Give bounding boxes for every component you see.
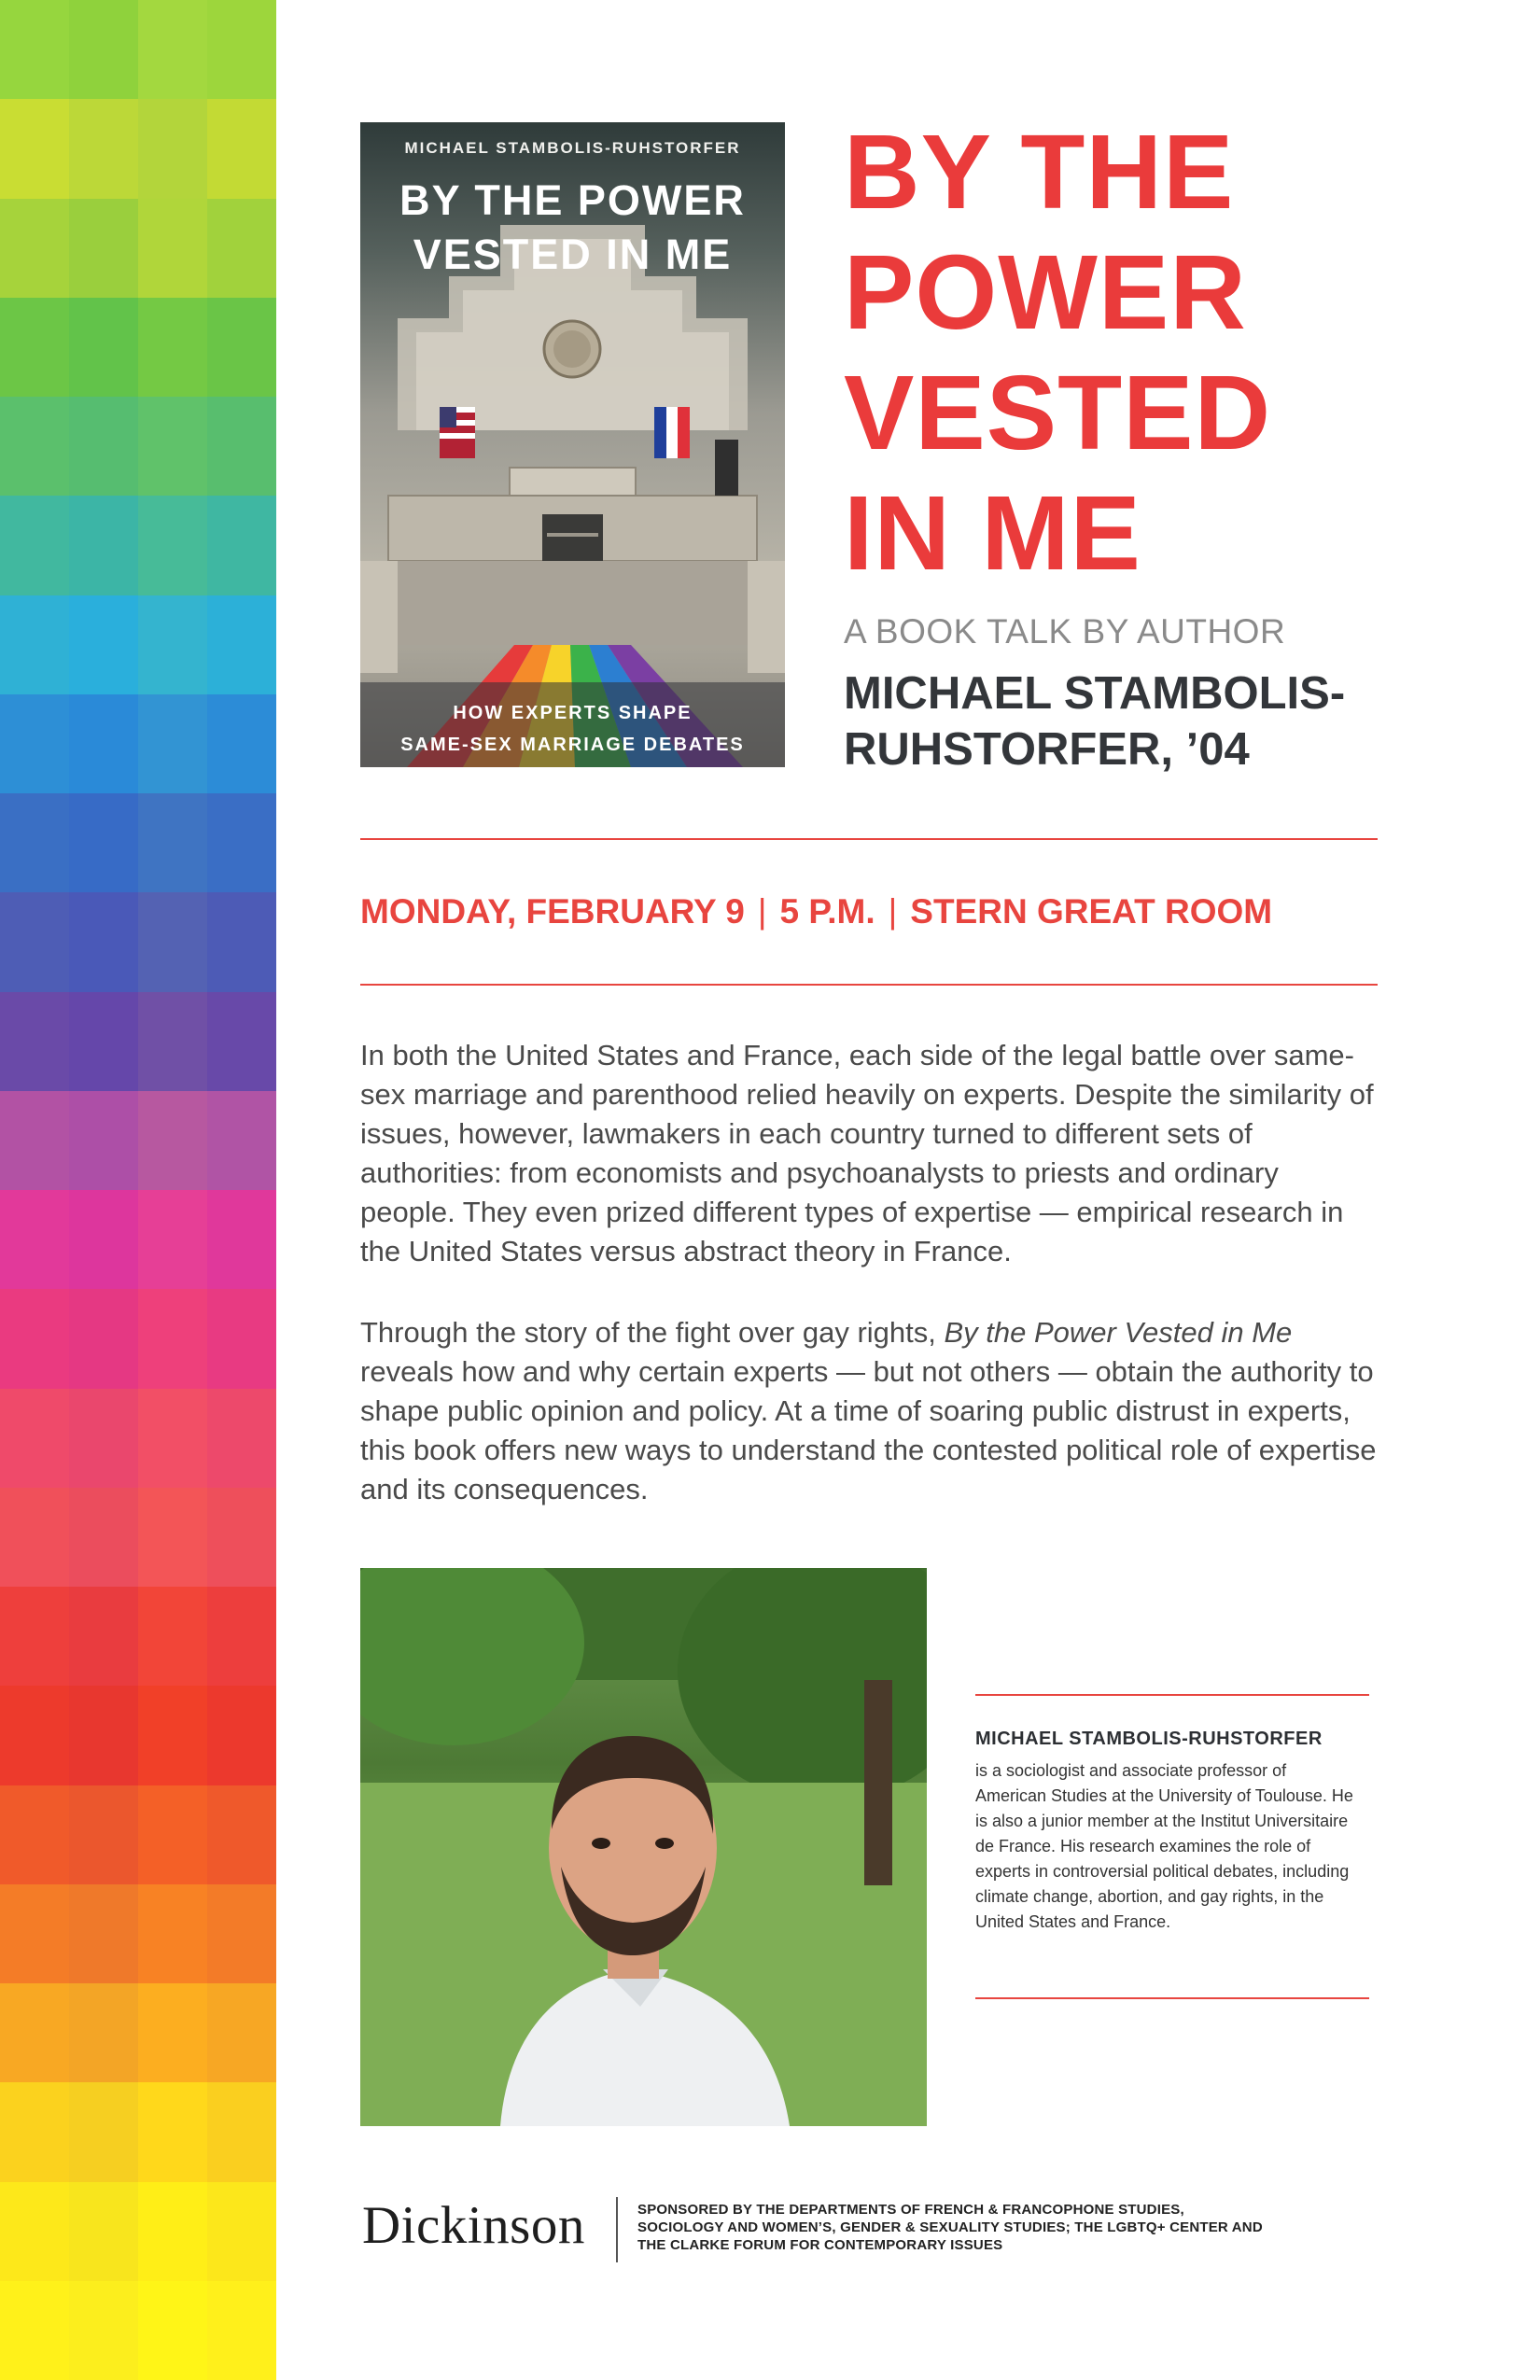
strip-row xyxy=(0,992,276,1091)
description-paragraph xyxy=(360,1313,1378,1509)
strip-cell xyxy=(138,2082,207,2181)
strip-cell xyxy=(138,397,207,496)
event-time: 5 P.M. xyxy=(779,892,875,931)
strip-cell xyxy=(69,892,138,991)
strip-cell xyxy=(0,1785,69,1884)
strip-cell xyxy=(69,99,138,198)
strip-cell xyxy=(207,1785,276,1884)
author-name xyxy=(844,665,1345,777)
event-headline xyxy=(844,112,1271,594)
strip-row xyxy=(0,1587,276,1686)
strip-cell xyxy=(0,2281,69,2380)
strip-row xyxy=(0,1091,276,1190)
event-date: MONDAY, FEBRUARY 9 xyxy=(360,892,745,931)
bio-name: MICHAEL STAMBOLIS-RUHSTORFER xyxy=(975,1729,1323,1749)
strip-cell xyxy=(138,1289,207,1388)
strip-row xyxy=(0,694,276,793)
strip-row xyxy=(0,1884,276,1983)
strip-cell xyxy=(138,0,207,99)
strip-cell xyxy=(207,1091,276,1190)
strip-row xyxy=(0,1488,276,1587)
headline-line: IN ME xyxy=(844,474,1141,592)
strip-cell xyxy=(207,992,276,1091)
top-divider xyxy=(360,838,1378,840)
strip-cell xyxy=(69,199,138,298)
strip-cell xyxy=(138,2182,207,2281)
strip-row xyxy=(0,1389,276,1488)
booktalk-label: A BOOK TALK BY AUTHOR xyxy=(844,612,1286,651)
strip-cell xyxy=(207,99,276,198)
strip-cell xyxy=(69,1190,138,1289)
strip-cell xyxy=(69,2281,138,2380)
author-name-line: MICHAEL STAMBOLIS- xyxy=(844,668,1346,719)
description-paragraph: In both the United States and France, each side of the legal battle over same-sex marriage and parenthood relied heavily on experts. Despite the similarity of issues, however, lawmakers in each country turned to different sets of authorities: from economists and psychoanalysts to priests and ordinary people. They even prized different types of expertise — empirical research in the United States versus abstract theory in France. xyxy=(360,1039,1374,1267)
strip-cell xyxy=(0,496,69,595)
author-portrait-illustration xyxy=(360,1568,927,2126)
paragraph-text: reveals how and why certain experts — but not others — obtain the authority to shape public opinion and policy. At a time of soaring public distrust in experts, this book offers new ways to understand the contested political role of expertise and its consequences. xyxy=(360,1355,1377,1505)
book-cover xyxy=(360,122,785,767)
strip-row xyxy=(0,595,276,694)
strip-cell xyxy=(69,298,138,397)
strip-cell xyxy=(0,298,69,397)
headline-line: POWER xyxy=(844,233,1247,351)
strip-cell xyxy=(138,992,207,1091)
strip-cell xyxy=(0,793,69,892)
strip-row xyxy=(0,793,276,892)
cover-title-line: BY THE POWER xyxy=(399,176,746,224)
bottom-divider xyxy=(360,984,1378,986)
strip-cell xyxy=(0,397,69,496)
strip-cell xyxy=(69,1091,138,1190)
bio-text: is a sociologist and associate professor of American Studies at the University of Toulouse. He is also a junior member at the Institut Universitaire de France. His research examines the role of experts in controversial political debates, including climate change, abortion, and gay rights, in the United States and France. xyxy=(975,1761,1353,1931)
strip-cell xyxy=(138,694,207,793)
strip-cell xyxy=(0,1389,69,1488)
strip-cell xyxy=(69,2082,138,2181)
strip-row xyxy=(0,1983,276,2082)
strip-cell xyxy=(69,1488,138,1587)
strip-cell xyxy=(69,595,138,694)
strip-cell xyxy=(69,0,138,99)
cover-subtitle-line: SAME-SEX MARRIAGE DEBATES xyxy=(400,735,745,755)
strip-row xyxy=(0,99,276,198)
strip-cell xyxy=(0,595,69,694)
strip-cell xyxy=(0,1289,69,1388)
strip-cell xyxy=(69,397,138,496)
headline-line: VESTED xyxy=(844,354,1272,471)
strip-row xyxy=(0,1686,276,1785)
strip-cell xyxy=(69,496,138,595)
strip-cell xyxy=(69,694,138,793)
strip-cell xyxy=(207,1686,276,1785)
strip-cell xyxy=(138,1091,207,1190)
strip-cell xyxy=(207,793,276,892)
strip-cell xyxy=(207,2182,276,2281)
strip-row xyxy=(0,892,276,991)
dickinson-logo: Dickinson xyxy=(362,2196,585,2255)
paragraph-text: Through the story of the fight over gay rights, xyxy=(360,1316,945,1349)
strip-cell xyxy=(207,892,276,991)
strip-cell xyxy=(138,1884,207,1983)
cover-title xyxy=(360,174,785,282)
strip-cell xyxy=(0,0,69,99)
rainbow-mosaic-strip xyxy=(0,0,276,2380)
strip-cell xyxy=(207,2281,276,2380)
bio-bottom-divider xyxy=(975,1997,1369,1999)
bio-top-divider xyxy=(975,1694,1369,1696)
strip-cell xyxy=(69,992,138,1091)
author-photo xyxy=(360,1568,927,2126)
strip-cell xyxy=(0,99,69,198)
strip-cell xyxy=(0,1983,69,2082)
strip-cell xyxy=(207,1488,276,1587)
event-location: STERN GREAT ROOM xyxy=(910,892,1273,931)
strip-cell xyxy=(207,1190,276,1289)
strip-cell xyxy=(0,2182,69,2281)
strip-cell xyxy=(138,1785,207,1884)
strip-cell xyxy=(69,1983,138,2082)
strip-row xyxy=(0,397,276,496)
strip-cell xyxy=(0,1686,69,1785)
strip-cell xyxy=(69,793,138,892)
strip-cell xyxy=(69,1785,138,1884)
strip-row xyxy=(0,2082,276,2181)
strip-cell xyxy=(138,99,207,198)
strip-row xyxy=(0,1785,276,1884)
sponsor-text: SPONSORED BY THE DEPARTMENTS OF FRENCH & FRANCOPHONE STUDIES, SOCIOLOGY AND WOMEN’S, GENDER & SEXUALITY STUDIES; THE LGBTQ+ CENTER AND THE CLARKE FORUM FOR CONTEMPORARY ISSUES xyxy=(637,2202,1263,2253)
strip-cell xyxy=(138,793,207,892)
strip-cell xyxy=(207,2082,276,2181)
strip-cell xyxy=(207,1289,276,1388)
strip-cell xyxy=(69,1686,138,1785)
strip-row xyxy=(0,1289,276,1388)
headline-line: BY THE xyxy=(844,113,1235,231)
strip-cell xyxy=(0,199,69,298)
strip-cell xyxy=(138,1587,207,1686)
strip-cell xyxy=(207,694,276,793)
strip-cell xyxy=(138,892,207,991)
separator: | xyxy=(888,892,898,931)
strip-cell xyxy=(0,992,69,1091)
strip-row xyxy=(0,496,276,595)
strip-cell xyxy=(207,1389,276,1488)
strip-cell xyxy=(0,1884,69,1983)
strip-cell xyxy=(138,298,207,397)
strip-cell xyxy=(0,2082,69,2181)
strip-cell xyxy=(138,2281,207,2380)
cover-subtitle-line: HOW EXPERTS SHAPE xyxy=(453,703,693,723)
strip-cell xyxy=(207,0,276,99)
strip-cell xyxy=(138,1389,207,1488)
strip-cell xyxy=(207,298,276,397)
strip-cell xyxy=(207,397,276,496)
strip-row xyxy=(0,298,276,397)
strip-cell xyxy=(0,1190,69,1289)
author-name-line: RUHSTORFER, ’04 xyxy=(844,724,1250,775)
strip-cell xyxy=(69,1587,138,1686)
strip-cell xyxy=(138,1488,207,1587)
strip-cell xyxy=(138,1686,207,1785)
strip-cell xyxy=(207,1983,276,2082)
strip-cell xyxy=(0,694,69,793)
strip-cell xyxy=(207,1587,276,1686)
strip-cell xyxy=(0,1488,69,1587)
strip-cell xyxy=(138,1983,207,2082)
strip-row xyxy=(0,2281,276,2380)
strip-cell xyxy=(138,496,207,595)
strip-cell xyxy=(69,1289,138,1388)
separator: | xyxy=(757,892,767,931)
strip-cell xyxy=(69,2182,138,2281)
cover-subtitle xyxy=(360,697,785,761)
strip-row xyxy=(0,0,276,99)
cover-author: MICHAEL STAMBOLIS-RUHSTORFER xyxy=(404,139,741,157)
footer-divider xyxy=(616,2197,618,2262)
strip-cell xyxy=(69,1389,138,1488)
book-title-italic: By the Power Vested in Me xyxy=(944,1316,1293,1349)
cover-title-line: VESTED IN ME xyxy=(413,231,733,278)
strip-row xyxy=(0,2182,276,2281)
strip-cell xyxy=(0,1091,69,1190)
event-details xyxy=(360,892,1272,931)
strip-cell xyxy=(207,595,276,694)
strip-row xyxy=(0,1190,276,1289)
strip-cell xyxy=(207,199,276,298)
strip-cell xyxy=(207,1884,276,1983)
strip-cell xyxy=(138,1190,207,1289)
strip-cell xyxy=(138,595,207,694)
strip-cell xyxy=(138,199,207,298)
strip-row xyxy=(0,199,276,298)
strip-cell xyxy=(0,1587,69,1686)
strip-cell xyxy=(69,1884,138,1983)
strip-cell xyxy=(207,496,276,595)
strip-cell xyxy=(0,892,69,991)
